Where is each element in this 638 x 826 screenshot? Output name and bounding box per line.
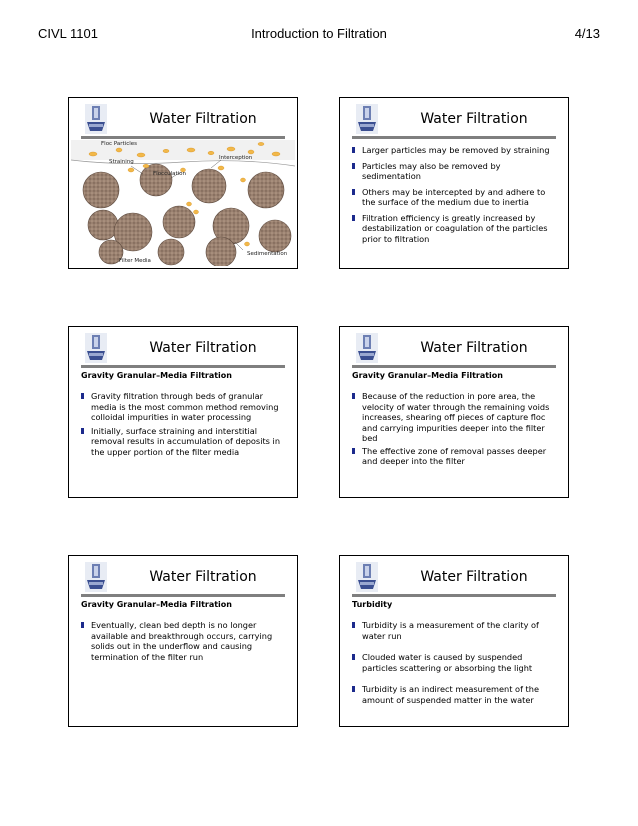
slide-subtitle: Gravity Granular–Media Filtration <box>81 371 232 380</box>
university-logo-icon <box>85 333 107 363</box>
bullet-item: Eventually, clean bed depth is no longer available and breakthrough occurs, carrying solids out in the underflow and causing termination of the filter run <box>81 620 285 662</box>
course-code: CIVL 1101 <box>38 26 98 41</box>
slide-4 <box>339 326 569 498</box>
filtration-diagram <box>71 140 295 266</box>
label-floc-particles: Floc Particles <box>101 141 138 147</box>
slide-title: Water Filtration <box>149 111 257 127</box>
title-divider <box>352 594 556 597</box>
university-logo-icon <box>356 104 378 134</box>
slide-title: Water Filtration <box>420 340 528 356</box>
bullet-item: Gravity filtration through beds of granular media is the most common method removing colloidal impurities in water processing <box>81 391 285 423</box>
bullet-item: Clouded water is caused by suspended particles scattering or absorbing the light <box>352 652 556 673</box>
bullet-item: The effective zone of removal passes deeper and deeper into the filter <box>352 446 556 467</box>
title-divider <box>81 594 285 597</box>
page-number: 4/13 <box>574 26 600 41</box>
slide-subtitle: Turbidity <box>352 600 393 609</box>
title-divider <box>81 136 285 139</box>
university-logo-icon <box>356 333 378 363</box>
bullet-list <box>81 620 285 662</box>
bullet-item: Initially, surface straining and interstitial removal results in accumulation of deposits in the upper portion of the filter media <box>81 426 285 458</box>
slide-title: Water Filtration <box>420 111 528 127</box>
bullet-item: Turbidity is a measurement of the clarity of water run <box>352 620 556 641</box>
bullet-item: Because of the reduction in pore area, the velocity of water through the remaining voids increases, shearing off pieces of capture floc and carrying impurities deeper into the filter bed <box>352 391 556 444</box>
label-sedimentation: Sedimentation <box>247 251 288 257</box>
label-flocculation: Flocculation <box>153 171 187 177</box>
slide-6 <box>339 555 569 727</box>
bullet-list <box>352 145 556 244</box>
label-filter-media: Filter Media <box>119 258 151 264</box>
slide-3 <box>68 326 298 498</box>
university-logo-icon <box>85 562 107 592</box>
label-interception: Interception <box>219 155 253 161</box>
bullet-list <box>352 391 556 467</box>
slide-subtitle: Gravity Granular–Media Filtration <box>81 600 232 609</box>
slide-title: Water Filtration <box>149 569 257 585</box>
bullet-list <box>81 391 285 457</box>
bullet-item: Larger particles may be removed by straining <box>352 145 556 156</box>
title-divider <box>81 365 285 368</box>
university-logo-icon <box>356 562 378 592</box>
slide-subtitle: Gravity Granular–Media Filtration <box>352 371 503 380</box>
slide-title: Water Filtration <box>420 569 528 585</box>
slide-5 <box>68 555 298 727</box>
slide-2 <box>339 97 569 269</box>
title-divider <box>352 136 556 139</box>
bullet-item: Turbidity is an indirect measurement of the amount of suspended matter in the water <box>352 684 556 705</box>
bullet-item: Filtration efficiency is greatly increased by destabilization or coagulation of the particles prior to filtration <box>352 213 556 245</box>
title-divider <box>352 365 556 368</box>
document-title: Introduction to Filtration <box>251 26 387 41</box>
slide-1 <box>68 97 298 269</box>
bullet-item: Others may be intercepted by and adhere to the surface of the medium due to inertia <box>352 187 556 208</box>
label-straining: Straining <box>109 159 134 165</box>
bullet-list <box>352 620 556 705</box>
slide-title: Water Filtration <box>149 340 257 356</box>
university-logo-icon <box>85 104 107 134</box>
bullet-item: Particles may also be removed by sedimentation <box>352 161 556 182</box>
